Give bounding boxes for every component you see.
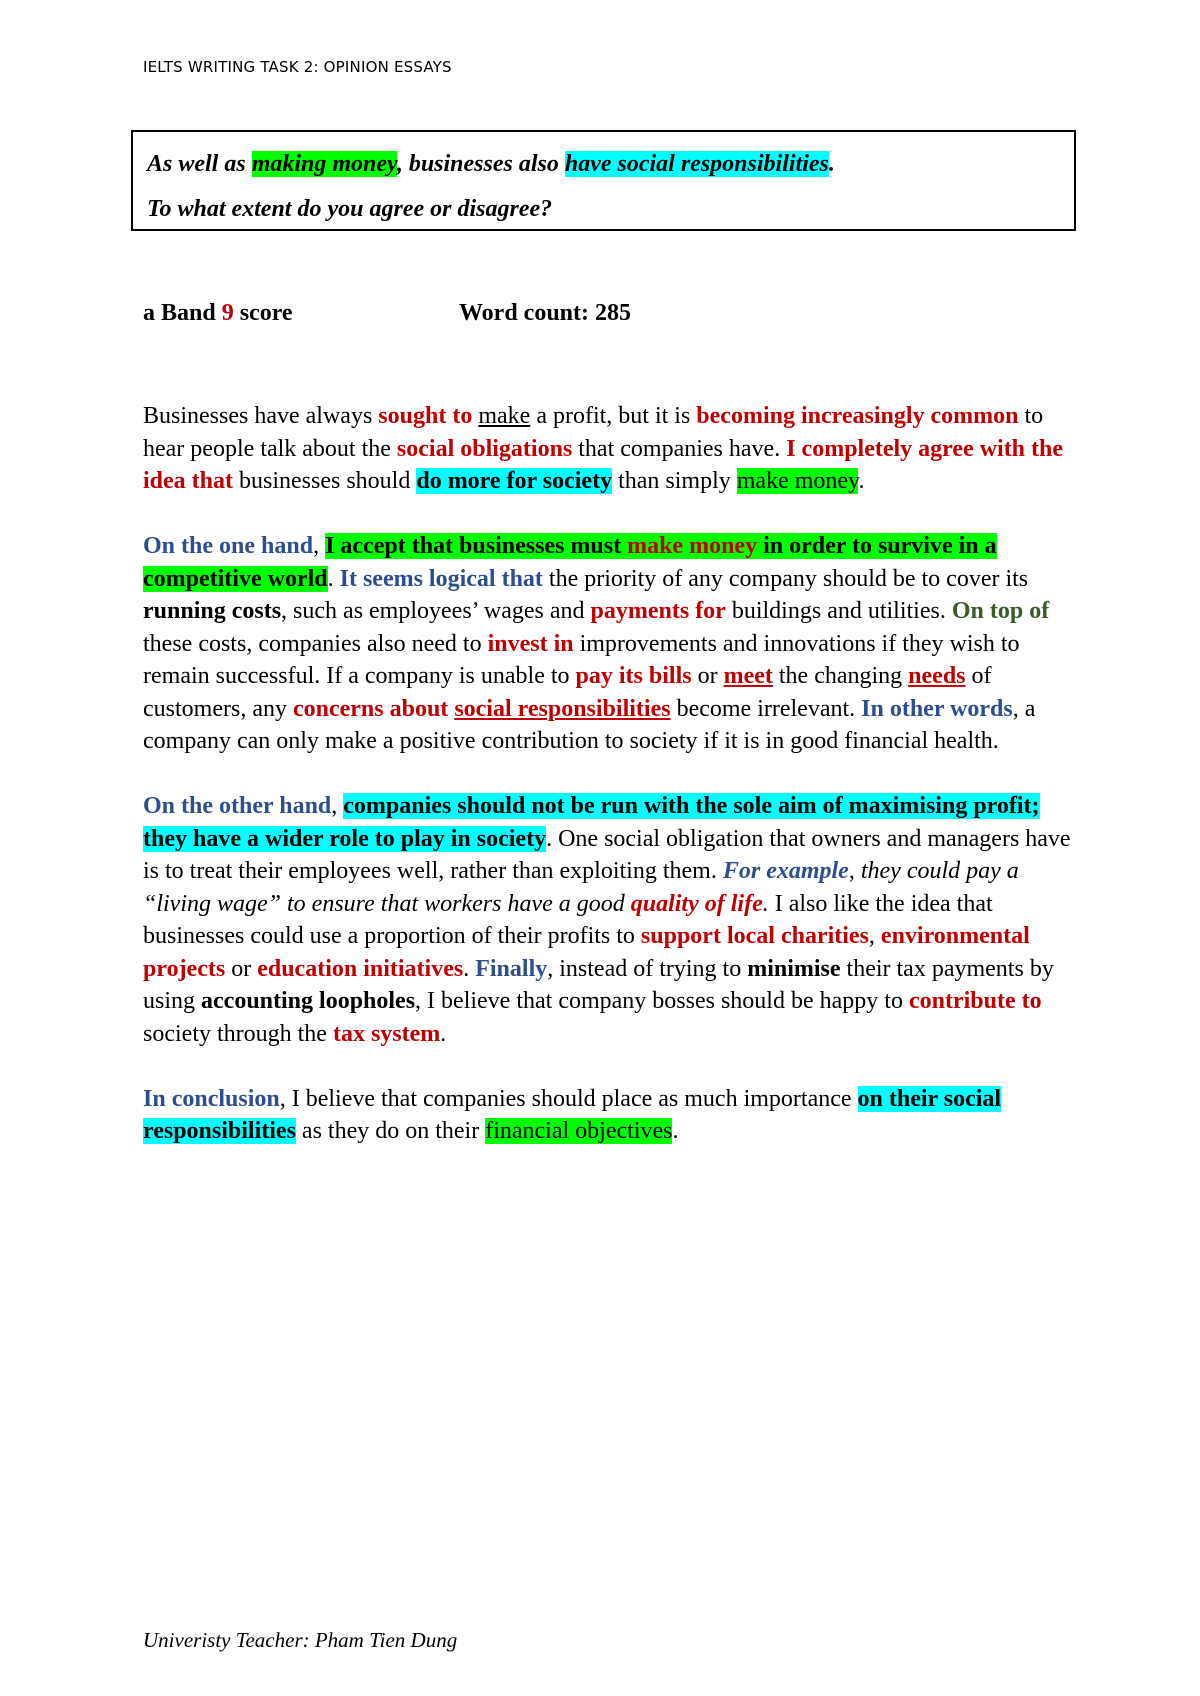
vocab-phrase: support local charities [640, 923, 869, 949]
bold-term: minimise [747, 955, 841, 982]
bold-term: running costs [143, 598, 282, 624]
essay-text: as they do on their [295, 1118, 486, 1144]
highlight-green: I accept that businesses must [325, 533, 628, 559]
essay-text: . One social obligation that owners and managers have is to treat their employees well, rather than exploiting them. [143, 825, 1071, 884]
prompt-text: As well as [147, 151, 252, 177]
example-text: . [762, 890, 769, 917]
prompt-text: . [828, 151, 835, 177]
essay-text: a profit, but it is [530, 403, 697, 429]
essay-text: society through the [143, 1020, 333, 1047]
underlined-word: make [478, 403, 531, 429]
essay-text: , I believe that company bosses should be happy to [415, 988, 909, 1014]
vocab-phrase: concerns about [292, 695, 449, 722]
essay-text: of customers, any [143, 663, 992, 722]
highlight-cyan: on their social responsibilities [143, 1085, 1002, 1144]
bold-term: accounting loopholes [201, 988, 416, 1014]
essay-text: , such as employees’ wages and [281, 598, 591, 624]
linking-phrase: For example [722, 858, 849, 884]
essay-text: or [225, 955, 258, 982]
essay-text: or [691, 663, 724, 689]
essay-text: , instead of trying to [547, 955, 748, 982]
linking-phrase: On the other hand [143, 793, 332, 819]
highlight-cyan: do more for society [416, 468, 613, 494]
essay-prompt-box [131, 130, 1076, 231]
linking-phrase: It seems logical that [339, 565, 543, 592]
vocab-phrase: quality of life [630, 890, 763, 917]
linking-phrase: On top of [951, 598, 1050, 624]
vocab-phrase: becoming increasingly common [696, 403, 1019, 429]
vocab-phrase: social obligations [396, 435, 573, 462]
essay-text: . [327, 565, 340, 592]
score-line [143, 300, 632, 327]
vocab-underlined: needs [908, 663, 966, 689]
essay-text: their tax payments by using [143, 955, 1054, 1014]
essay-text: I also like the idea that businesses could use a proportion of their profits to [143, 890, 993, 949]
essay-text: these costs, companies also need to [143, 630, 488, 657]
vocab-phrase: contribute to [908, 988, 1042, 1014]
linking-phrase: In conclusion [143, 1085, 280, 1112]
word-count: Word count: 285 [459, 300, 632, 326]
vocab-phrase: sought to [378, 403, 473, 429]
paragraph-body-1 [143, 530, 1083, 758]
essay-text: . [858, 468, 865, 494]
document-footer: Univeristy Teacher: Pham Tien Dung [143, 1628, 458, 1652]
essay-text: . [463, 955, 476, 982]
document-header: IELTS WRITING TASK 2: OPINION ESSAYS [143, 58, 452, 76]
essay-body [143, 400, 1083, 1180]
essay-text: , [313, 533, 326, 559]
essay-text: . [672, 1118, 679, 1144]
band-score: 9 [221, 300, 234, 326]
highlight-cyan: companies should not be run with the sole aim of maximising profit; they have a wider role to play in society [143, 793, 1040, 852]
highlight-green: financial objectives [485, 1118, 673, 1144]
prompt-highlight-green: making money [251, 151, 397, 177]
essay-text: that companies have. [572, 435, 787, 462]
prompt-line-2: To what extent do you agree or disagree? [147, 196, 553, 222]
prompt-line-1 [147, 142, 1074, 187]
essay-text: businesses should [233, 468, 417, 494]
band-label: a Band [143, 300, 222, 326]
essay-text: to hear people talk about the [143, 403, 1044, 462]
essay-text: the changing [772, 663, 909, 689]
essay-text: Businesses have always [143, 403, 379, 429]
essay-text: , a company can only make a positive contribution to society if it is in good financial health. [143, 695, 1036, 754]
opinion-phrase: I completely agree with the idea that [143, 435, 1064, 494]
essay-text: the priority of any company should be to cover its [542, 565, 1029, 592]
essay-text: buildings and utilities. [725, 598, 952, 624]
essay-text: . [440, 1020, 447, 1047]
linking-phrase: On the one hand [143, 533, 314, 559]
paragraph-introduction [143, 400, 1083, 498]
essay-text: than simply [612, 468, 737, 494]
vocab-phrase: education initiatives [257, 955, 464, 982]
band-label: score [233, 300, 293, 326]
example-text: , they could pay a “living wage” to ensure that workers have a good [143, 858, 1019, 917]
vocab-underlined: social responsibilities [454, 695, 671, 722]
essay-text: become irrelevant. [670, 695, 862, 722]
vocab-underlined: meet [723, 663, 773, 689]
essay-text: improvements and innovations if they wish to remain successful. If a company is unable to [143, 630, 1020, 689]
prompt-text: , businesses also [396, 151, 565, 177]
vocab-phrase: payments for [590, 598, 726, 624]
vocab-phrase: tax system [332, 1020, 441, 1047]
essay-text: , [331, 793, 344, 819]
essay-text: , I believe that companies should place as much importance [279, 1085, 858, 1112]
highlight-green-vocab: make money [627, 533, 758, 559]
highlight-green: make money [736, 468, 859, 494]
vocab-phrase: environmental projects [143, 923, 1030, 982]
essay-text: , [868, 923, 881, 949]
paragraph-conclusion [143, 1083, 1083, 1148]
highlight-green: in order to survive in a competitive world [143, 533, 997, 592]
vocab-phrase: pay its bills [575, 663, 692, 689]
linking-phrase: Finally [475, 955, 548, 982]
prompt-highlight-cyan: have social responsibilities [564, 151, 829, 177]
linking-phrase: In other words [861, 695, 1013, 722]
paragraph-body-2 [143, 790, 1083, 1050]
vocab-phrase: invest in [487, 630, 574, 657]
